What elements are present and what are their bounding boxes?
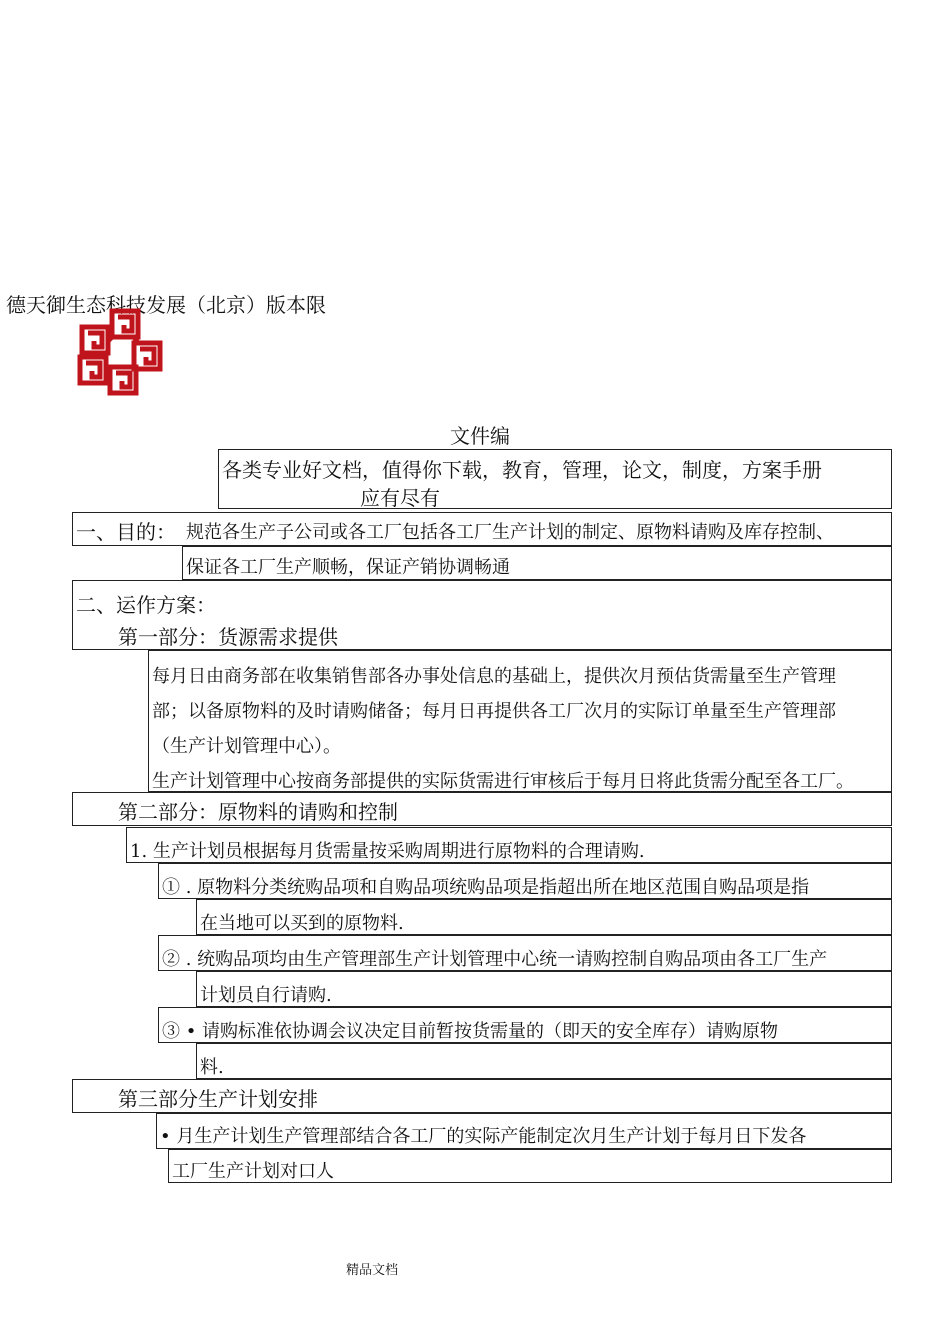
section2-label: 二、运作方案： [76,593,216,617]
footer-text: 精品文档 [346,1263,399,1278]
company-header: 德天御生态科技发展（北京）版本限 [6,293,326,317]
part1-para-3: （生产计划管理中心）。 [152,736,341,757]
part2-sub2-line-2: 计划员自行请购. [200,985,332,1006]
part2-sub1-line-1: ① . 原物料分类统购品项和自购品项统购品项是指超出所在地区范围自购品项是指 [162,877,810,898]
part2-sub3-cont-box [196,1043,892,1079]
banner-line-1: 各类专业好文档，值得你下载，教育，管理，论文，制度，方案手册 [222,458,822,482]
part2-sub3-line-1: ③ • 请购标准依协调会议决定目前暂按货需量的（即天的安全库存）请购原物 [162,1021,779,1042]
company-logo-icon [68,305,172,401]
part3-title: 第三部分生产计划安排 [118,1087,318,1111]
part2-item-1: 1. 生产计划员根据每月货需量按采购周期进行原物料的合理请购. [130,841,645,862]
banner-line-2: 应有尽有 [360,486,440,510]
part1-para-1: 每月日由商务部在收集销售部各办事处信息的基础上，提供次月预估货需量至生产管理 [152,666,836,687]
section1-line-1: 规范各生产子公司或各工厂包括各工厂生产计划的制定、原物料请购及库存控制、 [186,522,834,543]
section1-label: 一、目的： [76,520,176,544]
part2-sub3-line-2: 料. [200,1057,224,1078]
part2-title: 第二部分：原物料的请购和控制 [118,800,398,824]
part1-para-2: 部；以备原物料的及时请购储备；每月日再提供各工厂次月的实际订单量至生产管理部 [152,701,836,722]
part3-para-1: • 月生产计划生产管理部结合各工厂的实际产能制定次月生产计划于每月日下发各 [160,1126,807,1147]
document-title: 文件编 [450,424,510,448]
section1-line-2: 保证各工厂生产顺畅，保证产销协调畅通 [186,557,510,578]
part2-sub2-line-1: ② . 统购品项均由生产管理部生产计划管理中心统一请购控制自购品项由各工厂生产 [162,949,828,970]
part2-sub1-line-2: 在当地可以买到的原物料. [200,913,404,934]
part1-title: 第一部分：货源需求提供 [118,625,338,649]
part1-para-4: 生产计划管理中心按商务部提供的实际货需进行审核后于每月日将此货需分配至各工厂。 [152,771,854,792]
part3-para-2: 工厂生产计划对口人 [172,1161,334,1182]
